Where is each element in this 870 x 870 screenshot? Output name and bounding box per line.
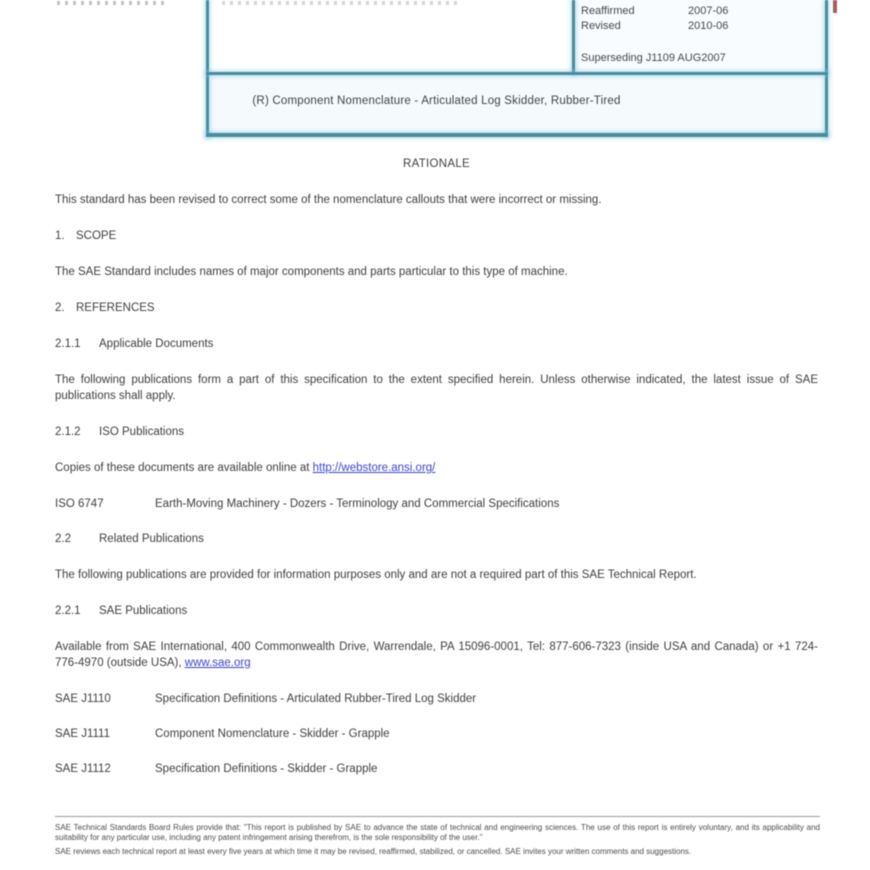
footer-disclaimer-1: SAE Technical Standards Board Rules provide that: "This report is published by SAE to advance the state of technical and engineering sciences. The use of this report is entirely voluntary, and its applicability and suitability for any particular use, including any patent infringement arising therefrom, is the sole responsibility of the user.": [55, 823, 820, 842]
rationale-heading: RATIONALE: [402, 158, 471, 170]
sae-entry-title: Specification Definitions - Skidder - Grapple: [155, 763, 378, 775]
related-publications-label: Related Publications: [99, 533, 204, 545]
sae-entry-title: Specification Definitions - Articulated Rubber-Tired Log Skidder: [155, 693, 477, 705]
revised-date: 2010-06: [688, 20, 729, 32]
iso-entry-title: Earth-Moving Machinery - Dozers - Terminology and Commercial Specifications: [155, 498, 560, 510]
iso-publications-heading: [55, 424, 818, 440]
iso-publications-number: 2.1.2: [55, 426, 81, 438]
applicable-documents-text: The following publications form a part of this specification to the extent specified herein. Unless otherwise indicated, the latest issue of SAE publications shall apply.: [55, 374, 818, 402]
sae-entry-code: SAE J1112: [55, 763, 111, 775]
available-from-paragraph: [55, 639, 818, 671]
scope-label: SCOPE: [76, 230, 117, 242]
iso-entry-code: ISO 6747: [55, 498, 104, 510]
rationale-text: This standard has been revised to correct some of the nomenclature callouts that were incorrect or missing.: [55, 194, 602, 206]
cut-text-artifact-center: [222, 1, 460, 5]
sae-entry-row: [55, 726, 818, 742]
iso-entry-row: [55, 496, 818, 512]
scope-heading: [55, 228, 818, 244]
related-publications-text: The following publications are provided for information purposes only and are not a required part of this SAE Technical Report.: [55, 569, 697, 581]
related-publications-number: 2.2: [55, 533, 71, 545]
reaffirmed-date: 2007-06: [688, 5, 729, 17]
footer-disclaimer-2: SAE reviews each technical report at least every five years at which time it may be revised, reaffirmed, stabilized, or cancelled. SAE invites your written comments and suggestions.: [55, 847, 692, 857]
cut-text-artifact-left: [57, 1, 169, 5]
red-mark-artifact: [833, 0, 837, 13]
related-publications-heading: [55, 531, 818, 547]
sae-publications-heading: [55, 603, 818, 619]
revised-label: Revised: [581, 20, 621, 32]
sae-publications-number: 2.2.1: [55, 605, 81, 617]
scope-text: The SAE Standard includes names of major components and parts particular to this type of machine.: [55, 266, 568, 278]
reaffirmed-row: [581, 4, 821, 19]
header-table-border-left: [206, 0, 209, 137]
copies-available-line: [55, 460, 818, 476]
applicable-documents-number: 2.1.1: [55, 338, 81, 350]
reaffirmed-label: Reaffirmed: [581, 5, 635, 17]
page-footer: [55, 816, 820, 862]
copies-available-text: Copies of these documents are available online at: [55, 462, 313, 474]
header-table-border-bottom: [206, 133, 828, 137]
sae-org-link[interactable]: www.sae.org: [184, 657, 251, 669]
scope-number: 1.: [55, 230, 65, 242]
sae-entry-title: Component Nomenclature - Skidder - Grapple: [155, 728, 390, 740]
iso-publications-label: ISO Publications: [99, 426, 185, 438]
revised-row: [581, 19, 821, 34]
header-table-border-middle: [572, 0, 575, 74]
references-heading: [55, 300, 818, 316]
footer-divider: [55, 816, 820, 817]
document-title: (R) Component Nomenclature - Articulated Log Skidder, Rubber-Tired: [252, 95, 621, 107]
header-table-border-right: [825, 0, 828, 137]
sae-publications-label: SAE Publications: [99, 605, 188, 617]
applicable-documents-heading: [55, 336, 818, 352]
available-from-text: Available from SAE International, 400 Commonwealth Drive, Warrendale, PA 15096-0001, Tel: 877-606-7323 (inside USA and Canada) or +1 724-776-4970 (outside USA),: [55, 641, 818, 669]
references-number: 2.: [55, 302, 65, 314]
sae-entry-code: SAE J1111: [55, 728, 110, 740]
document-body: [55, 156, 818, 796]
superseding-note: Superseding J1109 AUG2007: [581, 52, 726, 64]
sae-entry-row: [55, 761, 818, 777]
revision-box: [581, 4, 821, 66]
header-table-border-horizontal: [206, 72, 828, 75]
sae-entry-code: SAE J1110: [55, 693, 111, 705]
references-label: REFERENCES: [76, 302, 155, 314]
sae-entry-row: [55, 691, 818, 707]
applicable-documents-label: Applicable Documents: [99, 338, 214, 350]
ansi-webstore-link[interactable]: http://webstore.ansi.org/: [312, 462, 436, 474]
